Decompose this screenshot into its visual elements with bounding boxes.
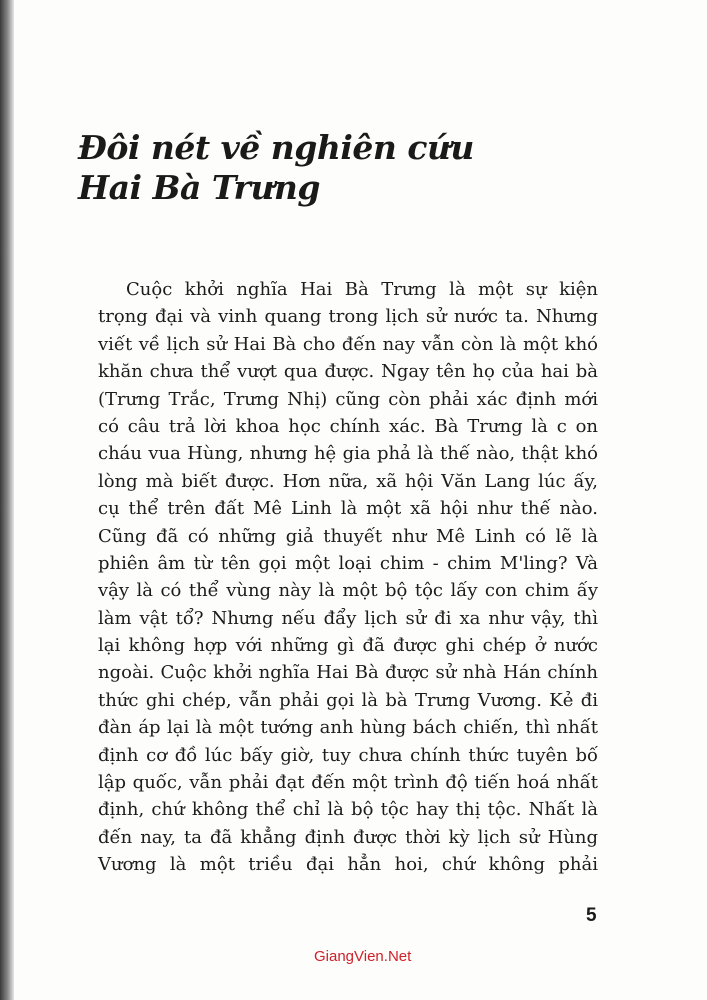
text-line: cụ thể trên đất Mê Linh là một xã hội như thế nào.	[98, 498, 598, 520]
chapter-title-line-2: Hai Bà Trưng	[78, 168, 320, 207]
text-line: đến nay, ta đã khẳng định được thời kỳ lịch sử Hùng	[98, 826, 598, 848]
text-line: viết về lịch sử Hai Bà cho đến nay vẫn còn là một khó	[98, 333, 598, 355]
text-line: làm vật tổ? Nhưng nếu đẩy lịch sử đi xa như vậy, thì	[98, 607, 598, 629]
watermark: GiangVien.Net	[314, 948, 412, 965]
text-line: khăn chưa thể vượt qua được. Ngay tên họ của hai bà	[98, 361, 598, 383]
text-line: vậy là có thể vùng này là một bộ tộc lấy con chim ấy	[98, 580, 598, 602]
page-number: 5	[586, 905, 597, 926]
text-line: định cơ đồ lúc bấy giờ, tuy chưa chính thức tuyên bố	[98, 744, 598, 766]
book-page	[14, 0, 707, 1000]
text-line: phiên âm từ tên gọi một loại chim - chim M'ling? Và	[98, 552, 598, 574]
book-spine-shadow	[0, 0, 14, 1000]
text-line: trọng đại và vinh quang trong lịch sử nước ta. Nhưng	[98, 306, 598, 328]
text-line: Cuộc khởi nghĩa Hai Bà Trưng là một sự kiện	[126, 279, 598, 300]
chapter-title	[78, 128, 474, 208]
text-line: (Trưng Trắc, Trưng Nhị) cũng còn phải xác định mới	[98, 388, 598, 410]
text-line: định, chứ không thể chỉ là bộ tộc hay thị tộc. Nhất là	[98, 799, 598, 821]
text-line: lòng mà biết được. Hơn nữa, xã hội Văn Lang lúc ấy,	[98, 470, 598, 492]
text-line: cháu vua Hùng, nhưng hệ gia phả là thế nào, thật khó	[98, 443, 598, 465]
text-line: lại không hợp với những gì đã được ghi chép ở nước	[98, 635, 598, 657]
text-line: Vương là một triều đại hẳn hoi, chứ không phải	[98, 854, 598, 876]
chapter-title-line-1: Đôi nét về nghiên cứu	[78, 128, 474, 167]
text-line: có câu trả lời khoa học chính xác. Bà Trưng là c on	[98, 415, 598, 437]
body-paragraph	[98, 276, 598, 879]
text-line: đàn áp lại là một tướng anh hùng bách chiến, thì nhất	[98, 717, 598, 739]
text-line: thức ghi chép, vẫn phải gọi là bà Trưng Vương. Kẻ đi	[98, 689, 598, 711]
text-line: Cũng đã có những giả thuyết như Mê Linh có lẽ là	[98, 525, 598, 547]
text-line: ngoài. Cuộc khởi nghĩa Hai Bà được sử nhà Hán chính	[98, 662, 598, 684]
text-line: lập quốc, vẫn phải đạt đến một trình độ tiến hoá nhất	[98, 772, 598, 794]
